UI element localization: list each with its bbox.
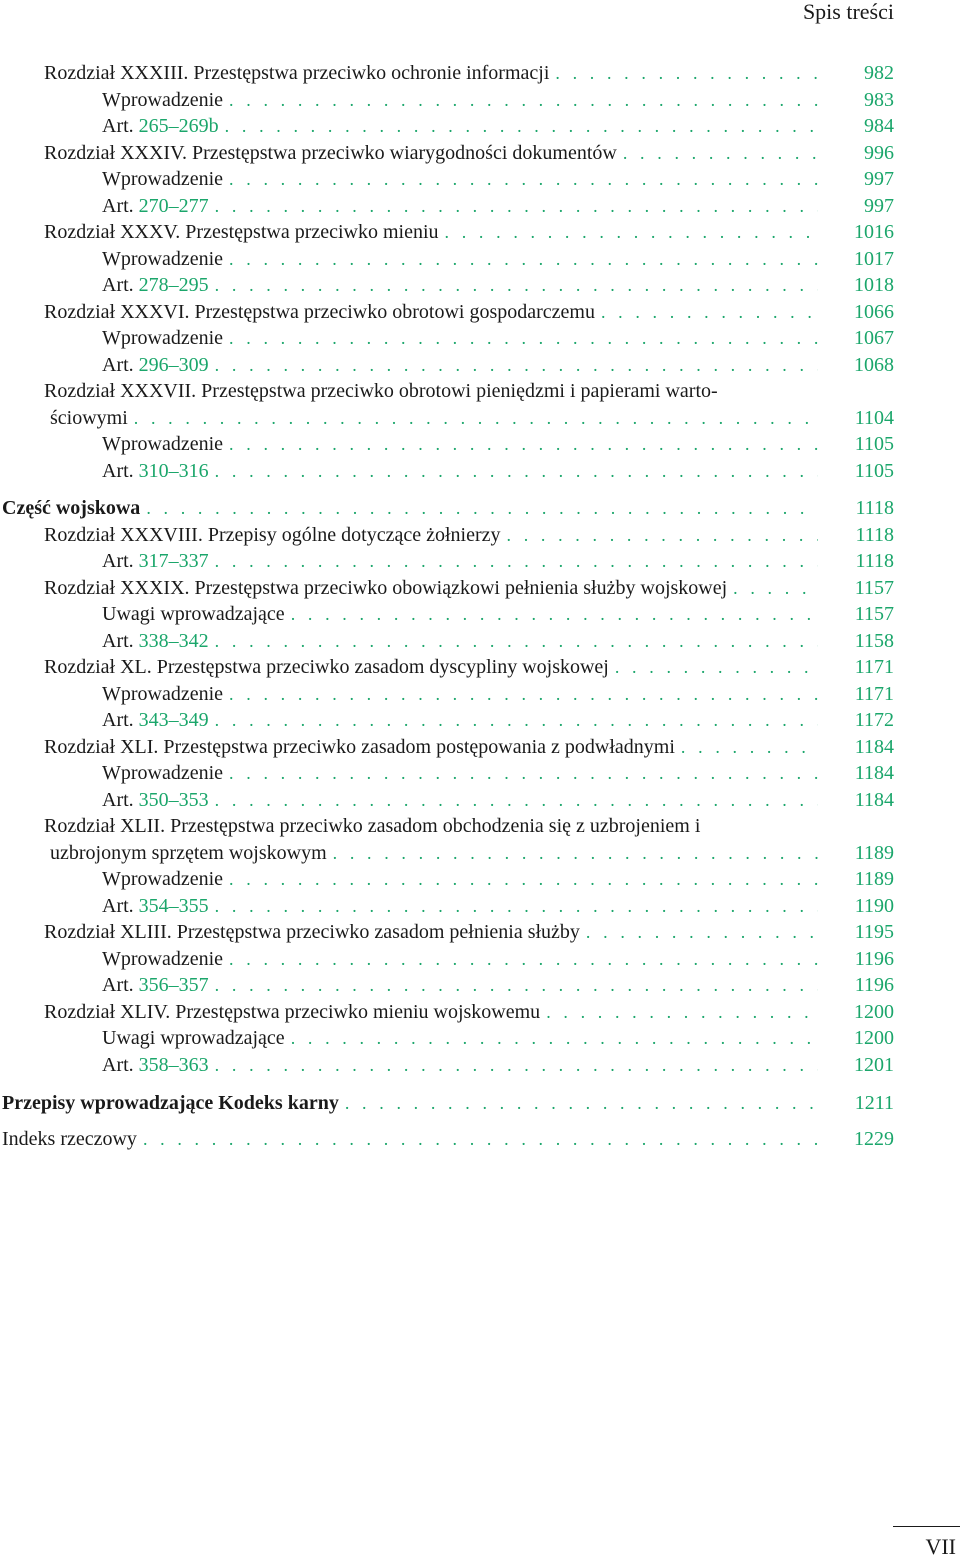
dot-leader (209, 628, 818, 655)
dot-leader (285, 1025, 818, 1052)
toc-entry-text: Przepisy wprowadzające Kodeks karny (2, 1092, 339, 1114)
toc-entry-prefix: Art. (102, 550, 139, 572)
page-number: VII (925, 1534, 956, 1559)
toc-entry-text: Wprowadzenie (102, 868, 224, 890)
dot-leader (209, 548, 818, 575)
toc-article-range: 358–363 (138, 1054, 209, 1076)
toc-entry-prefix: Art. (102, 115, 139, 137)
toc-entry-text: Wprowadzenie (102, 89, 224, 111)
footer-rule (893, 1526, 960, 1527)
toc-entry-text (102, 458, 209, 485)
toc-entry[interactable] (102, 866, 818, 893)
toc-row[interactable] (0, 787, 960, 814)
toc-entry-prefix: Art. (102, 1054, 139, 1076)
toc-page-number[interactable]: 1068 (854, 354, 894, 376)
toc-article-range: 354–355 (138, 895, 209, 917)
toc-entry-text: Rozdział XXXIV. Przestępstwa przeciwko wiarygodności dokumentów (44, 142, 617, 164)
dot-leader (609, 654, 818, 681)
toc-entry[interactable] (102, 893, 818, 920)
toc-entry-text: Uwagi wprowadzające (102, 1027, 285, 1049)
toc-entry-text (102, 193, 209, 220)
dot-leader (549, 60, 818, 87)
toc-row[interactable] (0, 707, 960, 734)
toc-page-number[interactable]: 996 (864, 142, 894, 164)
toc-entry-text: Wprowadzenie (102, 327, 224, 349)
toc-entry-text (102, 893, 209, 920)
toc-entry[interactable] (102, 946, 818, 973)
dot-leader (727, 575, 818, 602)
toc-entry-text: Część wojskowa (2, 497, 141, 519)
dot-leader (209, 972, 818, 999)
dot-leader (439, 219, 818, 246)
toc-entry[interactable] (44, 919, 818, 946)
toc-entry[interactable] (44, 299, 818, 326)
toc-entry-text: Rozdział XXXV. Przestępstwa przeciwko mieniu (44, 221, 439, 243)
toc-page-number[interactable]: 1067 (854, 327, 894, 349)
toc-page-number[interactable]: 1017 (854, 248, 894, 270)
toc-entry-text (102, 272, 209, 299)
toc-entry[interactable] (102, 548, 818, 575)
toc-entry[interactable] (102, 352, 818, 379)
toc-entry-prefix: Art. (102, 195, 139, 217)
dot-leader (327, 840, 818, 867)
dot-leader (617, 140, 818, 167)
toc-page-number[interactable]: 1189 (854, 842, 894, 864)
toc-entry-text: Rozdział XL. Przestępstwa przeciwko zasadom dyscypliny wojskowej (44, 656, 609, 678)
toc-entry[interactable] (102, 760, 818, 787)
toc-row[interactable] (0, 893, 960, 920)
toc-entry[interactable] (102, 972, 818, 999)
toc-page-number[interactable]: 1018 (854, 274, 894, 296)
toc-entry-text: Rozdział XXXVI. Przestępstwa przeciwko obrotowi gospodarczemu (44, 301, 595, 323)
toc-row[interactable] (0, 919, 960, 946)
toc-entry-text: Uwagi wprowadzające (102, 603, 285, 625)
dot-leader (128, 405, 818, 432)
toc-entry-text: uzbrojonym sprzętem wojskowym (50, 842, 327, 864)
toc-row[interactable] (0, 1025, 960, 1052)
toc-row[interactable] (0, 840, 960, 867)
dot-leader (580, 919, 818, 946)
toc-entry-line (44, 378, 718, 405)
toc-entry-prefix: Art. (102, 274, 139, 296)
dot-leader (219, 113, 818, 140)
toc-entry-prefix: Art. (102, 460, 139, 482)
toc-entry[interactable] (102, 787, 818, 814)
toc-page-number[interactable]: 1105 (854, 433, 894, 455)
dot-leader (675, 734, 818, 761)
toc-entry-text: Wprowadzenie (102, 168, 224, 190)
toc-entry[interactable] (102, 431, 818, 458)
toc-page-number[interactable]: 1157 (854, 603, 894, 625)
toc-entry[interactable] (44, 60, 818, 87)
toc-entry-text: Rozdział XXXIX. Przestępstwa przeciwko obowiązkowi pełnienia służby wojskowej (44, 577, 728, 599)
toc-page-number[interactable]: 997 (864, 195, 894, 217)
toc-page-number[interactable]: 1196 (854, 974, 894, 996)
toc-row[interactable] (0, 299, 960, 326)
toc-page-number[interactable]: 1118 (855, 524, 894, 546)
dot-leader (209, 787, 818, 814)
toc-article-range: 310–316 (138, 460, 209, 482)
toc-page-number[interactable]: 1190 (854, 895, 894, 917)
toc-article-range: 296–309 (138, 354, 209, 376)
toc-entry-prefix: Art. (102, 630, 139, 652)
dot-leader (540, 999, 818, 1026)
dot-leader (223, 946, 818, 973)
dot-leader (209, 352, 818, 379)
toc-entry[interactable] (44, 575, 818, 602)
toc-row[interactable] (0, 87, 960, 114)
toc-page-number[interactable]: 1157 (854, 577, 894, 599)
toc-entry[interactable] (102, 246, 818, 273)
toc-entry-text (102, 548, 209, 575)
toc-entry[interactable] (102, 628, 818, 655)
toc-article-range: 265–269b (138, 115, 219, 137)
toc-page-number[interactable]: 1118 (855, 550, 894, 572)
toc-entry-text (102, 628, 209, 655)
toc-row[interactable] (0, 272, 960, 299)
toc-page-number[interactable]: 1066 (854, 301, 894, 323)
toc-entry-text: Rozdział XXXVIII. Przepisy ogólne dotyczące żołnierzy (44, 524, 501, 546)
toc-entry-text (102, 787, 209, 814)
toc-page-number[interactable]: 1200 (854, 1001, 894, 1023)
toc-row[interactable] (0, 946, 960, 973)
toc-entry-text: Rozdział XLIII. Przestępstwa przeciwko zasadom pełnienia służby (44, 921, 580, 943)
toc-entry[interactable] (102, 272, 818, 299)
toc-entry[interactable] (2, 1126, 818, 1153)
toc-row[interactable] (0, 431, 960, 458)
toc-row[interactable] (0, 458, 960, 485)
dot-leader (223, 246, 818, 273)
toc-page-number[interactable]: 1158 (854, 630, 894, 652)
toc-row[interactable] (0, 166, 960, 193)
toc-page-number[interactable]: 1016 (854, 221, 894, 243)
toc-entry-text: Wprowadzenie (102, 683, 224, 705)
toc-row[interactable] (0, 1090, 960, 1117)
toc-page-number[interactable]: 1171 (854, 656, 894, 678)
dot-leader (501, 522, 819, 549)
dot-leader (223, 866, 818, 893)
toc-page-number[interactable]: 983 (864, 89, 894, 111)
toc-row[interactable] (0, 246, 960, 273)
toc-row[interactable] (0, 999, 960, 1026)
toc-row[interactable] (0, 325, 960, 352)
toc-row[interactable] (0, 760, 960, 787)
toc-entry[interactable] (102, 166, 818, 193)
toc-page-number[interactable]: 1195 (854, 921, 894, 943)
dot-leader (339, 1090, 818, 1117)
toc-article-range: 270–277 (138, 195, 209, 217)
toc-page-number[interactable]: 1201 (854, 1054, 894, 1076)
toc-entry[interactable] (50, 405, 818, 432)
dot-leader (223, 166, 818, 193)
toc-page-number[interactable]: 1196 (854, 948, 894, 970)
dot-leader (209, 458, 818, 485)
toc-row[interactable] (0, 405, 960, 432)
toc-entry-text: ściowymi (50, 407, 128, 429)
toc-row[interactable] (0, 575, 960, 602)
toc-entry-text: Rozdział XLI. Przestępstwa przeciwko zasadom postępowania z podwładnymi (44, 736, 675, 758)
toc-entry-text (102, 352, 209, 379)
toc-entry-text (102, 113, 219, 140)
toc-page-number[interactable]: 1211 (854, 1092, 894, 1114)
toc-article-range: 317–337 (138, 550, 209, 572)
toc-row[interactable] (0, 654, 960, 681)
toc-entry-text: Rozdział XLII. Przestępstwa przeciwko zasadom obchodzenia się z uzbrojeniem i (44, 815, 701, 837)
toc-page-number[interactable]: 984 (864, 115, 894, 137)
toc-entry-line (44, 813, 700, 840)
toc-page-number[interactable]: 1171 (854, 683, 894, 705)
toc-entry-prefix: Art. (102, 974, 139, 996)
toc-entry[interactable] (102, 707, 818, 734)
toc-entry[interactable] (44, 140, 818, 167)
toc-entry[interactable] (102, 1052, 818, 1079)
toc-row[interactable] (0, 522, 960, 549)
toc-entry-prefix: Art. (102, 789, 139, 811)
toc-row[interactable] (0, 495, 960, 522)
toc-entry-text: Rozdział XXXVII. Przestępstwa przeciwko obrotowi pieniędzmi i papierami warto- (44, 380, 718, 402)
toc-entry-prefix: Art. (102, 709, 139, 731)
toc-page-number[interactable]: 1105 (854, 460, 894, 482)
toc-article-range: 356–357 (138, 974, 209, 996)
dot-leader (209, 893, 818, 920)
toc-article-range: 350–353 (138, 789, 209, 811)
toc-entry-text: Indeks rzeczowy (2, 1128, 137, 1150)
toc-entry[interactable] (102, 113, 818, 140)
toc-entry[interactable] (102, 681, 818, 708)
dot-leader (223, 681, 818, 708)
toc-row[interactable] (0, 352, 960, 379)
toc-page-number[interactable]: 1200 (854, 1027, 894, 1049)
toc-row[interactable] (0, 548, 960, 575)
toc-entry-text: Rozdział XXXIII. Przestępstwa przeciwko ochronie informacji (44, 62, 550, 84)
toc-page-number[interactable]: 982 (864, 62, 894, 84)
toc-entry[interactable] (44, 734, 818, 761)
toc-entry-text: Wprowadzenie (102, 948, 224, 970)
toc-entry-prefix: Art. (102, 354, 139, 376)
toc-article-range: 343–349 (138, 709, 209, 731)
toc-page-number[interactable]: 1229 (854, 1128, 894, 1150)
toc-page-number[interactable]: 1184 (854, 789, 894, 811)
dot-leader (137, 1126, 818, 1153)
toc-entry[interactable] (2, 495, 818, 522)
dot-leader (140, 495, 818, 522)
toc-article-range: 278–295 (138, 274, 209, 296)
toc-row[interactable] (0, 140, 960, 167)
toc-page-number[interactable]: 1104 (854, 407, 894, 429)
toc-entry-text (102, 707, 209, 734)
toc-entry-text: Wprowadzenie (102, 248, 224, 270)
dot-leader (209, 272, 818, 299)
running-header: Spis treści (802, 0, 894, 24)
toc-page-number[interactable]: 1184 (854, 762, 894, 784)
toc-entry-text (102, 972, 209, 999)
toc-page-number[interactable]: 1172 (854, 709, 894, 731)
toc-entry[interactable] (102, 601, 818, 628)
toc-row[interactable] (0, 601, 960, 628)
toc-entry-text: Rozdział XLIV. Przestępstwa przeciwko mieniu wojskowemu (44, 1001, 541, 1023)
toc-entry[interactable] (102, 193, 818, 220)
dot-leader (595, 299, 818, 326)
dot-leader (209, 707, 818, 734)
toc-entry[interactable] (44, 219, 818, 246)
toc-entry[interactable] (102, 1025, 818, 1052)
toc-row[interactable] (0, 628, 960, 655)
toc-entry[interactable] (44, 999, 818, 1026)
toc-row[interactable] (0, 60, 960, 87)
toc-row[interactable] (0, 972, 960, 999)
toc-row[interactable] (0, 219, 960, 246)
dot-leader (223, 325, 818, 352)
toc-entry[interactable] (44, 654, 818, 681)
toc-entry[interactable] (102, 87, 818, 114)
toc-row[interactable] (0, 193, 960, 220)
toc-entry-text: Wprowadzenie (102, 433, 224, 455)
toc-entry[interactable] (50, 840, 818, 867)
toc-article-range: 338–342 (138, 630, 209, 652)
toc-row[interactable] (0, 1126, 960, 1153)
toc-row[interactable] (0, 734, 960, 761)
toc-page-number[interactable]: 1189 (854, 868, 894, 890)
dot-leader (223, 760, 818, 787)
toc-row[interactable] (0, 113, 960, 140)
toc-entry[interactable] (2, 1090, 818, 1117)
toc-entry-text (102, 1052, 209, 1079)
toc-row[interactable] (0, 866, 960, 893)
toc-entry[interactable] (102, 325, 818, 352)
dot-leader (209, 193, 818, 220)
dot-leader (209, 1052, 818, 1079)
toc-entry-prefix: Art. (102, 895, 139, 917)
dot-leader (223, 431, 818, 458)
dot-leader (285, 601, 818, 628)
toc-entry[interactable] (102, 458, 818, 485)
toc-page-number[interactable]: 1118 (855, 497, 894, 519)
toc-page-number[interactable]: 997 (864, 168, 894, 190)
toc-row[interactable] (0, 681, 960, 708)
toc-entry[interactable] (44, 522, 818, 549)
toc-entry-text: Wprowadzenie (102, 762, 224, 784)
dot-leader (223, 87, 818, 114)
toc-row[interactable] (0, 1052, 960, 1079)
toc-page-number[interactable]: 1184 (854, 736, 894, 758)
